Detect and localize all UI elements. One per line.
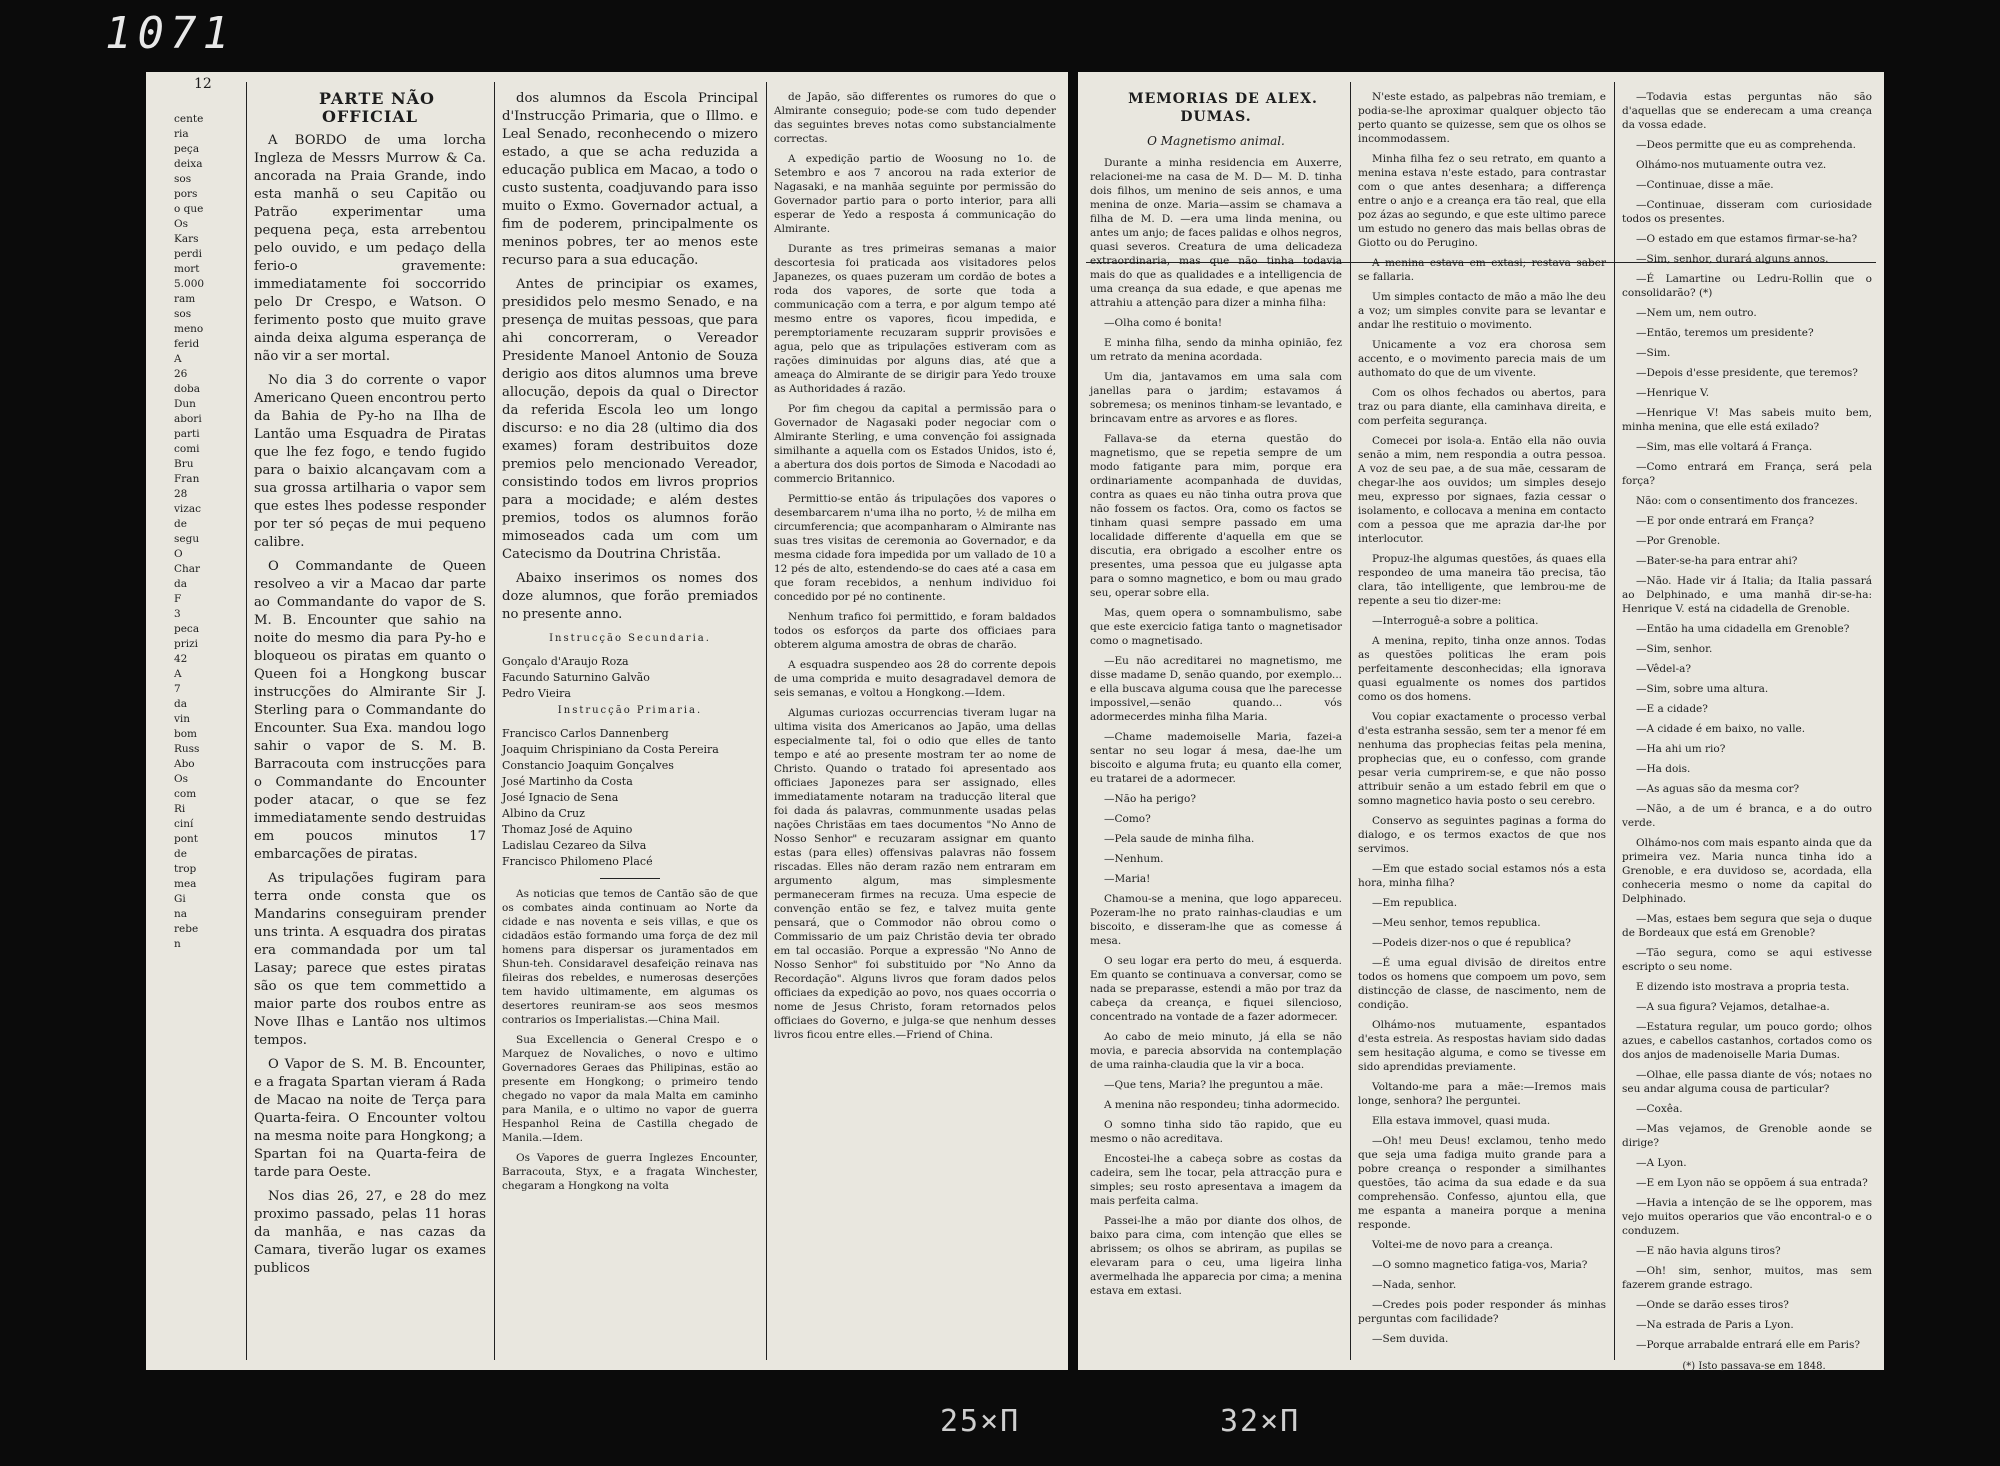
paragraph: —A cidade é em baixo, no valle. bbox=[1636, 723, 1806, 735]
film-frame-number: 1071 bbox=[105, 8, 235, 59]
paragraph: —Então, teremos um presidente? bbox=[1636, 327, 1814, 339]
paragraph: —Henrique V! Mas sabeis muito bem, minha menina, que elle está exilado? bbox=[1622, 407, 1872, 433]
paragraph: Não: com o consentimento dos francezes. bbox=[1636, 495, 1858, 507]
stub-fragment: peca bbox=[174, 623, 200, 635]
stub-fragment: pors bbox=[174, 188, 198, 200]
paragraph: —Oh! sim, senhor, muitos, mas sem fazerem grande estrago. bbox=[1622, 1265, 1872, 1291]
stub-fragment: 3 bbox=[174, 608, 181, 620]
stub-fragment: Os bbox=[174, 218, 188, 230]
paragraph: Voltando-me para a mãe:—Iremos mais longe, senhora? lhe perguntei. bbox=[1358, 1081, 1606, 1107]
paragraph: —Todavia estas perguntas não são d'aquellas que se enderecam a uma creança da vossa edade. bbox=[1622, 91, 1872, 131]
stub-fragment: sos bbox=[174, 173, 192, 185]
paragraph: —É uma egual divisão de direitos entre todos os homens que compoem um povo, sem distincção de classe, de nascimento, nem de condição. bbox=[1358, 957, 1606, 1011]
paragraph: de Japão, são differentes os rumores do que o Almirante conseguio; pode-se com tudo depender das seguintes breves notas como substancialmente correctas. bbox=[774, 91, 1056, 145]
paragraph: Durante as tres primeiras semanas a maior descortesia foi praticada aos visitadores pelos Japanezes, os quaes puzeram um cordão de botes a roda dos vapores, de sorte que toda a communicação com a terra, e por algum tempo até mesmo entre os vapores, ficou impedida, e peremptoriamente recuzaram supprir provisões e agua, pelo que as tripulações estiveram com as rações diminuidas por alguns dias, até que a ameaça do Almirante de se dirigir para Yedo trouxe as Authoridades á razão. bbox=[774, 243, 1056, 395]
paragraph: Abaixo inserimos os nomes dos doze alumnos, que forão premiados no presente anno. bbox=[502, 571, 758, 622]
paragraph: N'este estado, as palpebras não tremiam, e podia-se-lhe aproximar qualquer objecto tão perto quanto se quizesse, sem que os olhos se incommodassem. bbox=[1358, 91, 1606, 145]
paragraph: E dizendo isto mostrava a propria testa. bbox=[1636, 981, 1850, 993]
paragraph: —Meu senhor, temos republica. bbox=[1372, 917, 1541, 929]
paragraph: —Oh! meu Deus! exclamou, tenho medo que seja uma fadiga muito grande para a pobre creança o responder a similhantes questões, tão acima da sua edade e da sua comprehensão. Confesso, ajuntou ella, que me espanta a maneira porque a menina responde. bbox=[1358, 1135, 1606, 1231]
paragraph: —Deos permitte que eu as comprehenda. bbox=[1636, 139, 1856, 151]
paragraph: Algumas curiozas occurrencias tiveram lugar na ultima visita dos Americanos ao Japão, uma dellas especialmente tal, foi o odio que elles de tanto tempo e até ao presente mostram ter ao nome de Christo. Quando o tratado foi apresentado aos officiaes Japonezes para ser assignado, elles immediatamente notaram na traducção literal que foi dada ás palavras, communmente usadas pelas nações Christãas em taes documentos "No Anno de Nosso Senhor" e recuzaram assignar em quanto estas (para elles) offensivas palavras não fossem riscadas. Elles não deram razão nem entraram em argumento algum, mas simplesmente permaneceram firmes na recuza. Uma especie de convenção então se fez, e talvez muita gente pensará, que o Commodor não obrou como o Commissario de um paiz Christão devia ter obrado em tal occasião. Porque a expressão "No Anno de Nosso Senhor" foi substituido por "No Anno da Recordação". Alguns livros que foram dados pelos officiaes da expedição ao povo, nos quaes occorria o nome de Jesus Christo, foram retornados pelos officiaes do Governo, e julga-se que nenhum desses livros ficou entre elles.—Friend of China. bbox=[774, 707, 1056, 1041]
paragraph: —Henrique V. bbox=[1636, 387, 1710, 399]
film-mark: 25×Π bbox=[940, 1404, 1021, 1439]
news-paragraph: As noticias que temos de Cantão são de que os combates ainda continuam ao Norte da cidade e nas noventa e seis villas, e que os cidadãos estão formando uma força de dez mil homens para dispersar os juramentados em Shun-teh. Considaravel desafeição reinava nas fileiras dos rebeldes, e numerosas deserções tem havido ultimamente, em algumas os desertores reuniram-se aos seos mesmos contrarios os Imperialistas.—China Mail. bbox=[502, 888, 758, 1026]
paragraph: —Como? bbox=[1104, 813, 1151, 825]
paragraph: —Mas, estaes bem segura que seja o duque de Bordeaux que está em Grenoble? bbox=[1622, 913, 1872, 939]
film-mark: 32×Π bbox=[1220, 1404, 1301, 1439]
paragraph: O Vapor de S. M. B. Encounter, e a fragata Spartan vieram á Rada de Macao na noite de Terça para Quarta-feira. O Encounter voltou na mesma noite para Hongkong; a Spartan foi na Quarta-feira de tarde para Oeste. bbox=[254, 1057, 486, 1180]
paragraph: As tripulações fugiram para terra onde consta que os Mandarins conseguiram prender uns trinta. A esquadra dos piratas era commandada por um tal Lasay; parece que estes piratas são os que tem commettido a maior parte dos roubos entre as Nove Ilhas e Lantão nos ultimos tempos. bbox=[254, 871, 486, 1048]
stub-fragment: Char bbox=[174, 563, 201, 575]
paragraph: —Chame mademoiselle Maria, fazei-a sentar no seu logar á mesa, dae-lhe um biscoito e alguma fruta; eu quanto ella comer, eu tratarei de a adormecer. bbox=[1090, 731, 1342, 785]
paragraph: —Estatura regular, um pouco gordo; olhos azues, e cabellos castanhos, cortados como os dos anjos de madenoiselle Maria Dumas. bbox=[1622, 1021, 1872, 1061]
paragraph: —Pela saude de minha filha. bbox=[1104, 833, 1255, 845]
paragraph: Antes de principiar os exames, presididos pelo mesmo Senado, e na presença de muitas pessoas, que para ahi concorreram, o Vereador Presidente Manoel Antonio de Souza derigio aos ditos alumnos uma breve allocução, depois da qual o Director da referida Escola leo um longo discurso: e no dia 28 (ultimo dia dos exames) foram destribuitos doze premios pelo mencionado Vereador, consistindo todos em livros proprios para a mocidade; e além destes premios, todos os alumnos forão mimoseados cada um com um Catecismo da Doutrina Christãa. bbox=[502, 277, 758, 562]
paragraph: Olhámo-nos mutuamente outra vez. bbox=[1636, 159, 1827, 171]
paragraph: A menina, repito, tinha onze annos. Todas as questões politicas lhe eram pois perfeitamente desconhecidas; ella ignorava quasi egualmente os nomes dos partidos como os dos homens. bbox=[1358, 635, 1606, 703]
page-number: 12 bbox=[194, 76, 212, 92]
paragraph: —Nenhum. bbox=[1104, 853, 1164, 865]
stub-fragment: na bbox=[174, 908, 188, 920]
paragraph: Voltei-me de novo para a creança. bbox=[1372, 1239, 1553, 1251]
paragraph: Com os olhos fechados ou abertos, para traz ou para diante, ella caminhava direita, e com perfeita segurança. bbox=[1358, 387, 1606, 427]
paragraph: Nos dias 26, 27, e 28 do mez proximo passado, pelas 11 horas da manhãa, e nas cazas da Camara, tiverão lugar os exames publicos bbox=[254, 1189, 486, 1276]
column-rule bbox=[246, 82, 247, 1360]
stub-fragment: abori bbox=[174, 413, 202, 425]
paragraph: —Em que estado social estamos nós a esta hora, minha filha? bbox=[1358, 863, 1606, 889]
paragraph: Por fim chegou da capital a permissão para o Governador de Nagasaki poder negociar com o Almirante Sterling, e uma convenção foi assignada similhante a aquella com os Estados Unidos, isto é, a abertura dos dois portos de Simoda e Nacodadi ao commercio Britannico. bbox=[774, 403, 1056, 485]
stub-fragment: ria bbox=[174, 128, 189, 140]
names-list bbox=[502, 726, 758, 870]
stub-fragment: deixa bbox=[174, 158, 203, 170]
paragraph: —Sim. bbox=[1636, 347, 1671, 359]
column-memorias-dumas bbox=[1090, 90, 1342, 1360]
paragraph: —Sim, mas elle voltará á França. bbox=[1636, 441, 1813, 453]
stub-fragment: de bbox=[174, 518, 187, 530]
paragraph: Permittio-se então ás tripulações dos vapores o desembarcarem n'uma ilha no porto, ½ de milha em circumferencia; que acompanharam o Almirante nas suas tres visitas de ceremonia ao Governador, e da mesma cidade fora impedida por um vallado de 10 a 12 pés de alto, estendendo-se do caes até a casa em que foram recebidos, a nenhum individuo foi concedido por pé no continente. bbox=[774, 493, 1056, 603]
stub-fragment: A bbox=[174, 668, 182, 680]
stub-fragment: Ri bbox=[174, 803, 186, 815]
paragraph: —Eu não acreditarei no magnetismo, me disse madame D, senão quando, por exemplo... e ella buscava alguma cousa que lhe parecesse impossivel,—senão quando... vós adormecerdes minha filha Maria. bbox=[1090, 655, 1342, 723]
paragraph: —Depois d'esse presidente, que teremos? bbox=[1636, 367, 1858, 379]
paragraph: Comecei por isola-a. Então ella não ouvia senão a mim, nem respondia a outra pessoa. A voz de seu pae, a de sua mãe, cessaram de chegar-lhe aos ouvidos; um simples desejo meu, expresso por signaes, fazia cessar o isolamento, e collocava a menina em contacto com a pessoa que me aprazia dar-lhe por interlocutor. bbox=[1358, 435, 1606, 545]
stub-fragment: trop bbox=[174, 863, 197, 875]
paragraph: Olhámo-nos mutuamente, espantados d'esta estreia. As respostas haviam sido dadas sem hesitação alguma, e como se tivesse em sido aprendidas previamente. bbox=[1358, 1019, 1606, 1073]
article-body bbox=[254, 132, 486, 1278]
stub-fragment: ram bbox=[174, 293, 196, 305]
stub-fragment: da bbox=[174, 698, 187, 710]
paragraph: —Coxêa. bbox=[1636, 1103, 1683, 1115]
divider bbox=[600, 878, 660, 879]
column-japan-expedition bbox=[774, 90, 1056, 1360]
paragraph: Ella estava immovel, quasi muda. bbox=[1372, 1115, 1551, 1127]
paragraph: —Podeis dizer-nos o que é republica? bbox=[1372, 937, 1571, 949]
stub-fragment: Os bbox=[174, 773, 188, 785]
stub-fragment: Dun bbox=[174, 398, 196, 410]
paragraph: Mas, quem opera o somnambulismo, sabe que este exercicio fatiga tanto o magnetisador como o magnetisado. bbox=[1090, 607, 1342, 647]
paragraph: —O somno magnetico fatiga-vos, Maria? bbox=[1372, 1259, 1588, 1271]
stub-fragment: parti bbox=[174, 428, 200, 440]
stub-fragment: Gi bbox=[174, 893, 186, 905]
stub-fragment: segu bbox=[174, 533, 200, 545]
stub-fragment: O bbox=[174, 548, 183, 560]
paragraph: —Olhae, elle passa diante de vós; notaes no seu andar alguma cousa de particular? bbox=[1622, 1069, 1872, 1095]
paragraph: —Sem duvida. bbox=[1372, 1333, 1449, 1345]
paragraph: A expedição partio de Woosung no 1o. de Setembro e aos 7 ancorou na rada exterior de Nagasaki, e na manhãa seguinte por permissão do Governador partio para o porto interior, para alli esperar de Yedo a resposta á communicação do Almirante. bbox=[774, 153, 1056, 235]
stub-fragment: n bbox=[174, 938, 181, 950]
paragraph: Fallava-se da eterna questão do magnetismo, que se repetia sempre de um modo fatigante para mim, porque era ordinariamente acompanhada de duvidas, contra as quaes eu não tinha outra prova que não fossem os factos. Ora, como os factos se tinham quasi sempre passado em uma localidade differente d'aquella em que se discutia, era obrigado a escolher entre os presentes, uma pessoa que eu julgasse apta para o somno magnetico, e bom ou mau grado seu, operar sobre ella. bbox=[1090, 433, 1342, 599]
stub-fragment: vin bbox=[174, 713, 191, 725]
paragraph: Chamou-se a menina, que logo appareceu. Pozeram-lhe no prato rainhas-claudias e um biscoito, e disseram-lhe que as comesse á mesa. bbox=[1090, 893, 1342, 947]
stub-fragment: Fran bbox=[174, 473, 200, 485]
stub-fragment: 26 bbox=[174, 368, 188, 380]
student-name: Joaquim Chrispiniano da Costa Pereira bbox=[502, 743, 719, 756]
column-parte-nao-official bbox=[254, 90, 486, 1360]
column-rule bbox=[494, 82, 495, 1360]
paragraph: —Como entrará em França, será pela força? bbox=[1622, 461, 1872, 487]
stub-fragment: meno bbox=[174, 323, 204, 335]
paragraph: —Por Grenoble. bbox=[1636, 535, 1721, 547]
paragraph: —Mas vejamos, de Grenoble aonde se dirige? bbox=[1622, 1123, 1872, 1149]
paragraph: A menina estava em extasi; restava saber se fallaria. bbox=[1358, 257, 1606, 283]
student-name: Ladislau Cezareo da Silva bbox=[502, 839, 647, 852]
paragraph: Nenhum trafico foi permittido, e foram baldados todos os esforços da parte dos officiaes para obterem alguma amostra de obras de charão. bbox=[774, 611, 1056, 651]
paragraph: —Então ha uma cidadella em Grenoble? bbox=[1636, 623, 1850, 635]
footnote: (*) Isto passava-se em 1848. bbox=[1682, 1361, 1826, 1372]
stub-fragment: F bbox=[174, 593, 182, 605]
paragraph: —A Lyon. bbox=[1636, 1157, 1687, 1169]
paragraph: —Maria! bbox=[1104, 873, 1151, 885]
paragraph: Olhámo-nos com mais espanto ainda que da primeira vez. Maria nunca tinha ido a Grenoble, e era duvidoso se, acordada, ella conheceria mesmo o nome da capital do Delphinado. bbox=[1622, 837, 1872, 905]
stub-fragment: bom bbox=[174, 728, 197, 740]
paragraph: O seu logar era perto do meu, á esquerda. Em quanto se continuava a conversar, como se nada se preparasse, estendi a mão por traz da cabeça da creança, e fiquei silencioso, concentrado na vontade de a fazer adormecer. bbox=[1090, 955, 1342, 1023]
paragraph: —Vêdel-a? bbox=[1636, 663, 1692, 675]
stub-fragment: vizac bbox=[174, 503, 201, 515]
stub-fragment: mea bbox=[174, 878, 197, 890]
column-escola-principal bbox=[502, 90, 758, 1360]
paragraph: dos alumnos da Escola Principal d'Instrucção Primaria, que o Illmo. e Leal Senado, reconhecendo o mizero estado, a que se acha reduzida a educação publica em Macao, a todo o custo sustenta, coadjuvando para isso muito o Exmo. Governador actual, a fim de poderem, principalmente os meninos pobres, ter ao menos este recurso para a sua educação. bbox=[502, 91, 758, 268]
article-body bbox=[1622, 90, 1872, 1352]
paragraph: —E em Lyon não se oppõem á sua entrada? bbox=[1636, 1177, 1868, 1189]
paragraph: O Commandante de Queen resolveo a vir a Macao dar parte ao Commandante do vapor de S. M. B. Encounter que sahio na noite do mesmo dia para Py-ho e bloqueou os piratas em quanto o Queen foi a Hongkong buscar instrucções do Almirante Sir J. Sterling para o Commandante do Encounter. Sua Exa. mandou logo sahir o vapor de S. M. B. Barracouta com instrucções para o Commandante do Encounter poder atacar, o que se fez immediatamente sendo destruidas em poucos minutos 17 embarcações de piratas. bbox=[254, 559, 486, 862]
article-title: MEMORIAS DE ALEX. DUMAS. bbox=[1128, 91, 1318, 125]
paragraph: —Sim, senhor. bbox=[1636, 643, 1713, 655]
stub-fragment: 42 bbox=[174, 653, 188, 665]
left-margin-stub bbox=[174, 112, 214, 952]
paragraph: —Olha como é bonita! bbox=[1104, 317, 1223, 329]
paragraph: —É Lamartine ou Ledru-Rollin que o consolidarão? (*) bbox=[1622, 273, 1872, 299]
paragraph: —Não, a de um é branca, e a do outro verde. bbox=[1622, 803, 1872, 829]
paragraph: —Ha ahi um rio? bbox=[1636, 743, 1726, 755]
paragraph: —Porque arrabalde entrará elle em Paris? bbox=[1636, 1339, 1861, 1351]
student-name: Albino da Cruz bbox=[502, 807, 585, 820]
paragraph: —Continuae, disse a mãe. bbox=[1636, 179, 1774, 191]
stub-fragment: de bbox=[174, 848, 187, 860]
paragraph: —Ha dois. bbox=[1636, 763, 1691, 775]
paragraph: —A sua figura? Vejamos, detalhae-a. bbox=[1636, 1001, 1830, 1013]
stub-fragment: prizi bbox=[174, 638, 198, 650]
paragraph: A esquadra suspendeo aos 28 do corrente depois de uma comprida e muito desagradavel demora de seis semanas, e voltou a Hongkong.—Idem. bbox=[774, 659, 1056, 699]
paragraph: —Sim, sobre uma altura. bbox=[1636, 683, 1769, 695]
stub-fragment: Kars bbox=[174, 233, 199, 245]
paragraph: E minha filha, sendo da minha opinião, fez um retrato da menina acordada. bbox=[1090, 337, 1342, 363]
student-name: Facundo Saturnino Galvão bbox=[502, 671, 650, 684]
student-name: Thomaz José de Aquino bbox=[502, 823, 633, 836]
column-memorias-continued bbox=[1358, 90, 1606, 1360]
stub-fragment: Abo bbox=[174, 758, 195, 770]
stub-fragment: comi bbox=[174, 443, 200, 455]
paragraph: Um dia, jantavamos em uma sala com janellas para o jardim; estavamos á sobremesa; os meninos tinham-se levantado, e brincavam entre as arvores e as flores. bbox=[1090, 371, 1342, 425]
stub-fragment: rebe bbox=[174, 923, 199, 935]
stub-fragment: Russ bbox=[174, 743, 200, 755]
paragraph: No dia 3 do corrente o vapor Americano Queen encontrou perto da Bahia de Py-ho na Ilha de Lantão uma Esquadra de Piratas que lhe fez fogo, e tendo fugido para o baixio alcançavam com a sua grossa artilharia o vapor sem que estes lhes podesse responder por ter só peças de mui pequeno calibre. bbox=[254, 373, 486, 550]
student-name: José Martinho da Costa bbox=[502, 775, 633, 788]
student-name: Constancio Joaquim Gonçalves bbox=[502, 759, 674, 772]
paragraph: Minha filha fez o seu retrato, em quanto a menina estava n'este estado, para contrastar com o que antes desenhara; a differença entre o anjo e a creança era tão real, que ella poz ázas ao segundo, e que este ultimo parece um estudo no genero das mais bellas obras de Giotto ou do Perugino. bbox=[1358, 153, 1606, 249]
stub-fragment: 7 bbox=[174, 683, 181, 695]
stub-fragment: perdi bbox=[174, 248, 203, 260]
paragraph: Um simples contacto de mão a mão lhe deu a voz; um simples convite para se levantar e andar lhe restituio o movimento. bbox=[1358, 291, 1606, 331]
column-rule bbox=[1350, 82, 1351, 1360]
stub-fragment: com bbox=[174, 788, 197, 800]
paragraph: A menina não respondeu; tinha adormecido. bbox=[1104, 1099, 1340, 1111]
article-body bbox=[1358, 90, 1606, 1346]
stub-fragment: doba bbox=[174, 383, 201, 395]
paragraph: Ao cabo de meio minuto, já ella se não movia, e parecia absorvida na contemplação de uma rainha-claudia que la vir a boca. bbox=[1090, 1031, 1342, 1071]
left-newspaper-page bbox=[146, 72, 1068, 1370]
paragraph: —Na estrada de Paris a Lyon. bbox=[1636, 1319, 1794, 1331]
right-newspaper-page bbox=[1078, 72, 1884, 1370]
stub-fragment: cente bbox=[174, 113, 204, 125]
paragraph: —Não ha perigo? bbox=[1104, 793, 1196, 805]
paragraph: Conservo as seguintes paginas a forma do dialogo, e os termos exactos de que nos servimos. bbox=[1358, 815, 1606, 855]
article-body bbox=[774, 90, 1056, 1042]
section-subheading: Instrucção Secundaria. bbox=[549, 633, 711, 644]
paragraph: —Havia a intenção de se lhe opporem, mas vejo muitos operarios que vão encontral-o e o conduzem. bbox=[1622, 1197, 1872, 1237]
paragraph: —E a cidade? bbox=[1636, 703, 1708, 715]
student-name: Gonçalo d'Araujo Roza bbox=[502, 655, 629, 668]
paragraph: —Continuae, disseram com curiosidade todos os presentes. bbox=[1622, 199, 1872, 225]
paragraph: —Nem um, nem outro. bbox=[1636, 307, 1757, 319]
column-rule bbox=[766, 82, 767, 1360]
stub-fragment: 5.000 bbox=[174, 278, 205, 290]
column-rule bbox=[1614, 82, 1615, 1360]
names-list bbox=[502, 654, 758, 702]
stub-fragment: o que bbox=[174, 203, 204, 215]
stub-fragment: Bru bbox=[174, 458, 194, 470]
paragraph: —E não havia alguns tiros? bbox=[1636, 1245, 1781, 1257]
stub-fragment: 28 bbox=[174, 488, 188, 500]
paragraph: —Credes pois poder responder ás minhas perguntas com facilidade? bbox=[1358, 1299, 1606, 1325]
paragraph: —Em republica. bbox=[1372, 897, 1458, 909]
paragraph: —As aguas são da mesma cor? bbox=[1636, 783, 1800, 795]
student-name: Francisco Carlos Dannenberg bbox=[502, 727, 669, 740]
student-name: Francisco Philomeno Placé bbox=[502, 855, 653, 868]
stub-fragment: mort bbox=[174, 263, 200, 275]
article-subtitle: O Magnetismo animal. bbox=[1147, 134, 1285, 148]
paragraph: —Nada, senhor. bbox=[1372, 1279, 1457, 1291]
paragraph: A BORDO de uma lorcha Ingleza de Messrs Murrow & Ca. ancorada na Praia Grande, indo esta manhã o seu Capitão ou Patrão experimentar uma pequena peça, esta arrebentou pelo ouvido, e um pedaço della ferio-o gravemente: immediatamente foi soccorrido pelo Dr Crespo, e Watson. O ferimento posto que muito grave ainda deixa alguma esperança de não vir a ser mortal. bbox=[254, 133, 486, 364]
stub-fragment: peça bbox=[174, 143, 200, 155]
stub-fragment: da bbox=[174, 578, 187, 590]
article-body bbox=[1090, 156, 1342, 1298]
paragraph: —E por onde entrará em França? bbox=[1636, 515, 1814, 527]
news-paragraph: Os Vapores de guerra Inglezes Encounter, Barracouta, Styx, e a fragata Winchester, chegaram a Hongkong na volta bbox=[502, 1152, 758, 1192]
paragraph: —O estado em que estamos firmar-se-ha? bbox=[1636, 233, 1858, 245]
section-subheading: Instrucção Primaria. bbox=[557, 705, 703, 716]
paragraph: —Sim, senhor, durará alguns annos. bbox=[1636, 253, 1829, 265]
article-body bbox=[502, 90, 758, 624]
paragraph: Vou copiar exactamente o processo verbal d'esta estranha sessão, sem ter a menor fé em nenhuma das prophecias feitas pela menina, prophecias que, eu o confesso, com grande pesar veria cumprirem-se, e que não posso attribuir senão a um estado febril em que o somno magnetico havia posto o seu cerebro. bbox=[1358, 711, 1606, 807]
paragraph: —Não. Hade vir á Italia; da Italia passará ao Delphinado, e uma manhã dir-se-ha: Henrique V. está na cidadella de Grenoble. bbox=[1622, 575, 1872, 615]
paragraph: —Onde se darão esses tiros? bbox=[1636, 1299, 1789, 1311]
stub-fragment: ciní bbox=[174, 818, 194, 830]
section-heading: PARTE NÃO OFFICIAL bbox=[319, 89, 435, 126]
stub-fragment: A bbox=[174, 353, 182, 365]
stub-fragment: sos bbox=[174, 308, 192, 320]
stub-fragment: ferid bbox=[174, 338, 200, 350]
paragraph: Durante a minha residencia em Auxerre, relacionei-me na casa de M. D— M. D. tinha dois filhos, um menino de seis annos, e uma menina de onze. Maria—assim se chamava a filha de M. D. —era uma linda menina, ou antes um anjo; de faces palidas e olhos negros, quasi severos. Creatura de uma delicadeza extraordinaria, mas que não tinha todavia mais do que as qualidades e a intelligencia de uma creança da sua edade, e que apenas me attrahiu a attenção para dizer a minha filha: bbox=[1090, 157, 1342, 309]
news-briefs bbox=[502, 887, 758, 1193]
student-name: Pedro Vieira bbox=[502, 687, 571, 700]
paragraph: —Bater-se-ha para entrar ahi? bbox=[1636, 555, 1798, 567]
news-paragraph: Sua Excellencia o General Crespo e o Marquez de Novaliches, o novo e ultimo Governadores Geraes das Philipinas, estão ao presente em Hongkong; o primeiro tendo chegado no vapor da mala Malta em caminho para Manila, e o ultimo no vapor de guerra Hespanhol Reina de Castilla chegado de Manila.—Idem. bbox=[502, 1034, 758, 1144]
student-name: José Ignacio de Sena bbox=[502, 791, 619, 804]
paragraph: —Tão segura, como se aqui estivesse escripto o seu nome. bbox=[1622, 947, 1872, 973]
paragraph: O somno tinha sido tão rapido, que eu mesmo o não acreditava. bbox=[1090, 1119, 1342, 1145]
stub-fragment: pont bbox=[174, 833, 199, 845]
paragraph: —Interroguê-a sobre a politica. bbox=[1372, 615, 1539, 627]
paragraph: Propuz-lhe algumas questões, ás quaes ella respondeo de uma maneira tão precisa, tão clara, tão intelligente, que lembrou-me de repente a seu tio dizer-me: bbox=[1358, 553, 1606, 607]
column-memorias-dialogue bbox=[1622, 90, 1872, 1372]
paragraph: —Que tens, Maria? lhe preguntou a mãe. bbox=[1104, 1079, 1324, 1091]
paragraph: Encostei-lhe a cabeça sobre as costas da cadeira, sem lhe tocar, pela attracção pura e simples; seu rosto apresentava a imagem da mais perfeita calma. bbox=[1090, 1153, 1342, 1207]
paragraph: Passei-lhe a mão por diante dos olhos, de baixo para cima, com intenção que elles se abrissem; os olhos se abriram, as pupilas se elevaram para o ceu, uma ligeira linha avermelhada lhe apparecia por cima; a menina estava em extasi. bbox=[1090, 1215, 1342, 1297]
paragraph: Unicamente a voz era chorosa sem accento, e o movimento parecia mais de um authomato do que de um vivente. bbox=[1358, 339, 1606, 379]
